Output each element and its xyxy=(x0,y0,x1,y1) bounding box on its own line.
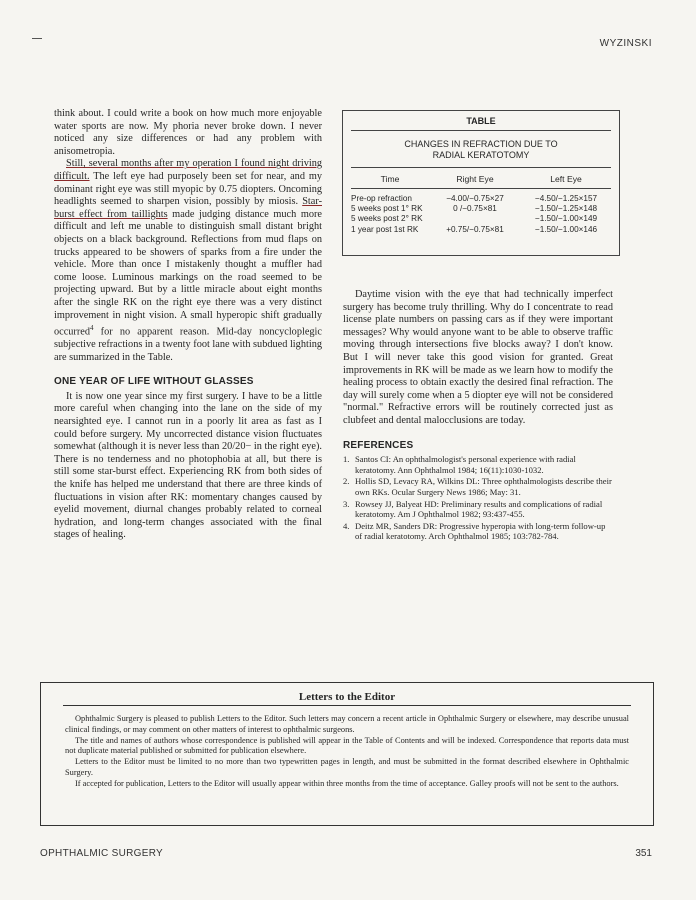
underlined-text: Star-burst effect from taillights xyxy=(54,196,322,220)
column-header: Right Eye xyxy=(456,174,494,184)
paragraph: Still, several months after my operation I found night driving difficult. The left eye had purposely been set for near, and my dominant right eye was still myopic by 0.75 diopters. Oncoming headlights seemed to sharpen vision, possibly by miosis. Star-burst effect from taillights made judging distance much more difficult and left me unable to distinguish small distant bright objects on a black background. Reflections from mud flaps on trucks appeared to be showers of sparks from a fire under the vehicle. More than once I mistakenly thought a muffler had come loose. Luminous markings on the road seemed to be projecting upward. But by a little miracle about eight months after the single RK on the right eye there was a very distinct improvement in night vision. A small hyperopic shift gradually occurred$^4$ for no apparent reason. Mid-day noncycloplegic subjective refractions in a twenty foot lane with subdued lighting are summarized in the Table. xyxy=(54,158,322,363)
box-rule xyxy=(63,705,631,706)
box-body xyxy=(65,714,629,790)
left-column xyxy=(54,108,322,542)
citation-marker: 4 xyxy=(90,324,94,333)
box-title: Letters to the Editor xyxy=(298,691,396,703)
table-header-row xyxy=(351,174,611,184)
table-row: 5 weeks post 2° RK −1.50/−1.00×149 xyxy=(351,214,598,224)
letters-to-editor-box xyxy=(40,682,654,826)
reference-item: 3. Rowsey JJ, Balyeat HD: Preliminary results and complications of radial keratotomy. Am J Ophthalmol 1982; 93:437-455. xyxy=(343,498,603,520)
table-rule xyxy=(351,130,611,131)
table-row: 5 weeks post 1° RK 0 /−0.75×81 −1.50/−1.25×148 xyxy=(351,204,598,214)
margin-mark xyxy=(32,38,42,39)
section-heading: ONE YEAR OF LIFE WITHOUT GLASSES xyxy=(54,376,254,388)
paragraph: If accepted for publication, Letters to the Editor will usually appear within three months from the time of acceptance. Galley proofs will not be sent to the authors. xyxy=(75,778,619,788)
table-rule xyxy=(351,188,611,189)
reference-item: 2. Hollis SD, Levacy RA, Wilkins DL: Three ophthalmologists describe their own RKs. Ocular Surgery News 1986; May: 31. xyxy=(343,476,612,497)
reference-item: 1. Santos CI: An ophthalmologist's personal experience with radial keratotomy. Ann Ophthalmol 1984; 16(11):1030-1032. xyxy=(343,454,576,475)
paragraph: It is now one year since my first surgery. I have to be a little more careful when changing into the lane on the side of my nearsighted eye. I cannot run in a poorly lit area as fast as I could before surgery. My uncorrected distance vision fluctuates somewhat (although it is never less than 20/20− in the right eye). There is no tenderness and no photophobia at all, but there is still some star-burst effect. Experiencing RK from both sides of the knife has helped me understand that there are three kinds of fluctuations in vision after RK: momentary changes caused by eyelid movement, diurnal changes probably related to corneal hydration, and long-term changes associated with the final stages of healing. xyxy=(54,390,322,541)
table-label: TABLE xyxy=(466,116,496,126)
paragraph: Ophthalmic Surgery is pleased to publish Letters to the Editor. Such letters may concern a recent article in Ophthalmic Surgery or elsewhere, may describe unusual clinical findings, or may comment on other matters of interest to ophthalmic surgeons. xyxy=(65,714,629,734)
reference-list xyxy=(343,454,613,542)
reference-item: 4. Deitz MR, Sanders DR: Progressive hyperopia with long-term follow-up of radial keratotomy. Arch Ophthalmol 1985; 103:782-784. xyxy=(343,520,606,542)
paragraph: The title and names of authors whose correspondence is published will appear in the Table of Contents and will be indexed. Correspondence that reports data must not duplicate material published or submitted for publication elsewhere. xyxy=(65,735,629,756)
right-column xyxy=(343,289,613,543)
table-row: 1 year post 1st RK +0.75/−0.75×81 −1.50/−1.00×146 xyxy=(351,224,598,234)
refraction-table xyxy=(342,110,620,256)
page-number: 351 xyxy=(635,848,652,859)
table-row: Pre-op refraction −4.00/−0.75×27 −4.50/−1.25×157 xyxy=(351,194,598,203)
table-rule xyxy=(351,167,611,168)
paragraph: Letters to the Editor must be limited to no more than two typewritten pages in length, and must be submitted in the format described elsewhere in Ophthalmic Surgery. xyxy=(65,757,629,777)
references-heading: REFERENCES xyxy=(343,439,414,451)
underlined-text: Still, several months after my operation I found night driving difficult. xyxy=(54,158,322,182)
running-head: WYZINSKI xyxy=(599,38,652,49)
column-header: Left Eye xyxy=(550,174,582,184)
column-header: Time xyxy=(380,174,400,184)
paragraph: think about. I could write a book on how much more enjoyable water sports are now. My phoria never broke down. I never noticed any size differences or had any problem with anisometropia. xyxy=(54,108,322,157)
journal-name: OPHTHALMIC SURGERY xyxy=(40,848,164,859)
paragraph: Daytime vision with the eye that had technically imperfect surgery has become truly thrilling. Why do I concentrate to read license plate numbers on passing cars as if they were important messages? Why would anyone want to be able to observe traffic moving through intersections five blocks away? I don't know. But I will never take this good vision for granted. Great improvements in RK will be made as we learn how to modify the healing process to obtain exactly the desired final refraction. The day will surely come when a 5 diopter eye will not be considered "normal." Refractive errors will be routinely corrected just as clubfeet and dental malocclusions are today. xyxy=(343,289,613,426)
table-title: CHANGES IN REFRACTION DUE TO RADIAL KERATOTOMY xyxy=(404,139,558,160)
